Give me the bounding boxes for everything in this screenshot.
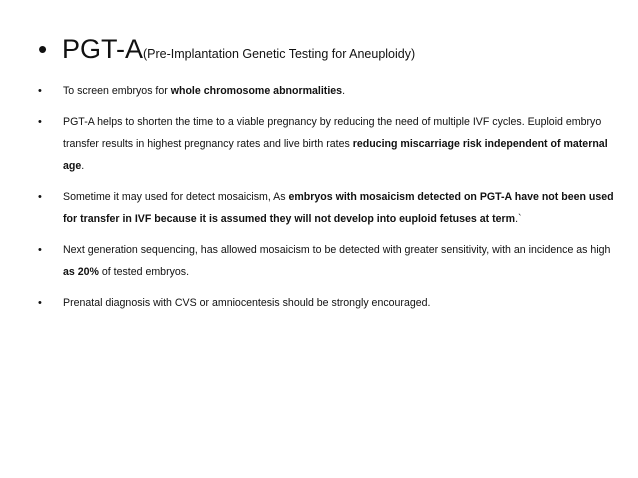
bullet-text-bold: embryos with mosaicism detected on PGT-A have not been used for transfer in IVF because it is assumed they will not develop into euploid fetuses at term [63,191,614,225]
bullet-text-part: Sometime it may used for detect mosaicism, As [63,191,289,203]
bullet-item [38,239,623,283]
bullet-marker: • [38,297,42,309]
bullet-text-part: . [342,85,346,97]
bullet-marker: • [38,244,42,256]
bullet-text-part: of tested embryos. [98,266,190,278]
title-subtitle: (Pre-Implantation Genetic Testing for Aneuploidy) [143,47,416,61]
bullet-text [63,239,623,283]
bullet-marker: • [38,116,42,128]
bullet-list [38,80,623,323]
slide-title [38,34,618,65]
bullet-item [38,292,623,314]
bullet-item [38,111,623,177]
title-bullet: • [38,34,48,64]
bullet-text-bold: reducing miscarriage risk independent of maternal age [63,138,608,172]
bullet-text-part: Prenatal diagnosis with CVS or amniocentesis should be strongly encouraged. [63,297,431,309]
bullet-text-part: Next generation sequencing, has allowed mosaicism to be detected with greater sensitivity, with an incidence as high [63,244,611,256]
bullet-item [38,186,623,230]
bullet-marker: • [38,85,42,97]
bullet-text-part: PGT-A helps to shorten the time to a viable pregnancy by reducing the need of multiple IVF cycles. Euploid embryo transfer results in highest pregnancy rates and live birth rates [63,116,602,150]
bullet-marker: • [38,191,42,203]
bullet-item [38,80,623,102]
bullet-text-bold: whole chromosome abnormalities [170,85,343,97]
bullet-text [63,111,623,177]
bullet-text-part: .` [515,213,522,225]
bullet-text [63,80,345,102]
bullet-text-part: . [81,160,85,172]
bullet-text-part: To screen embryos for [63,85,171,97]
bullet-text-bold: as 20% [63,266,99,278]
bullet-text [63,292,430,314]
title-main: PGT-A [62,34,144,64]
bullet-text [63,186,623,230]
